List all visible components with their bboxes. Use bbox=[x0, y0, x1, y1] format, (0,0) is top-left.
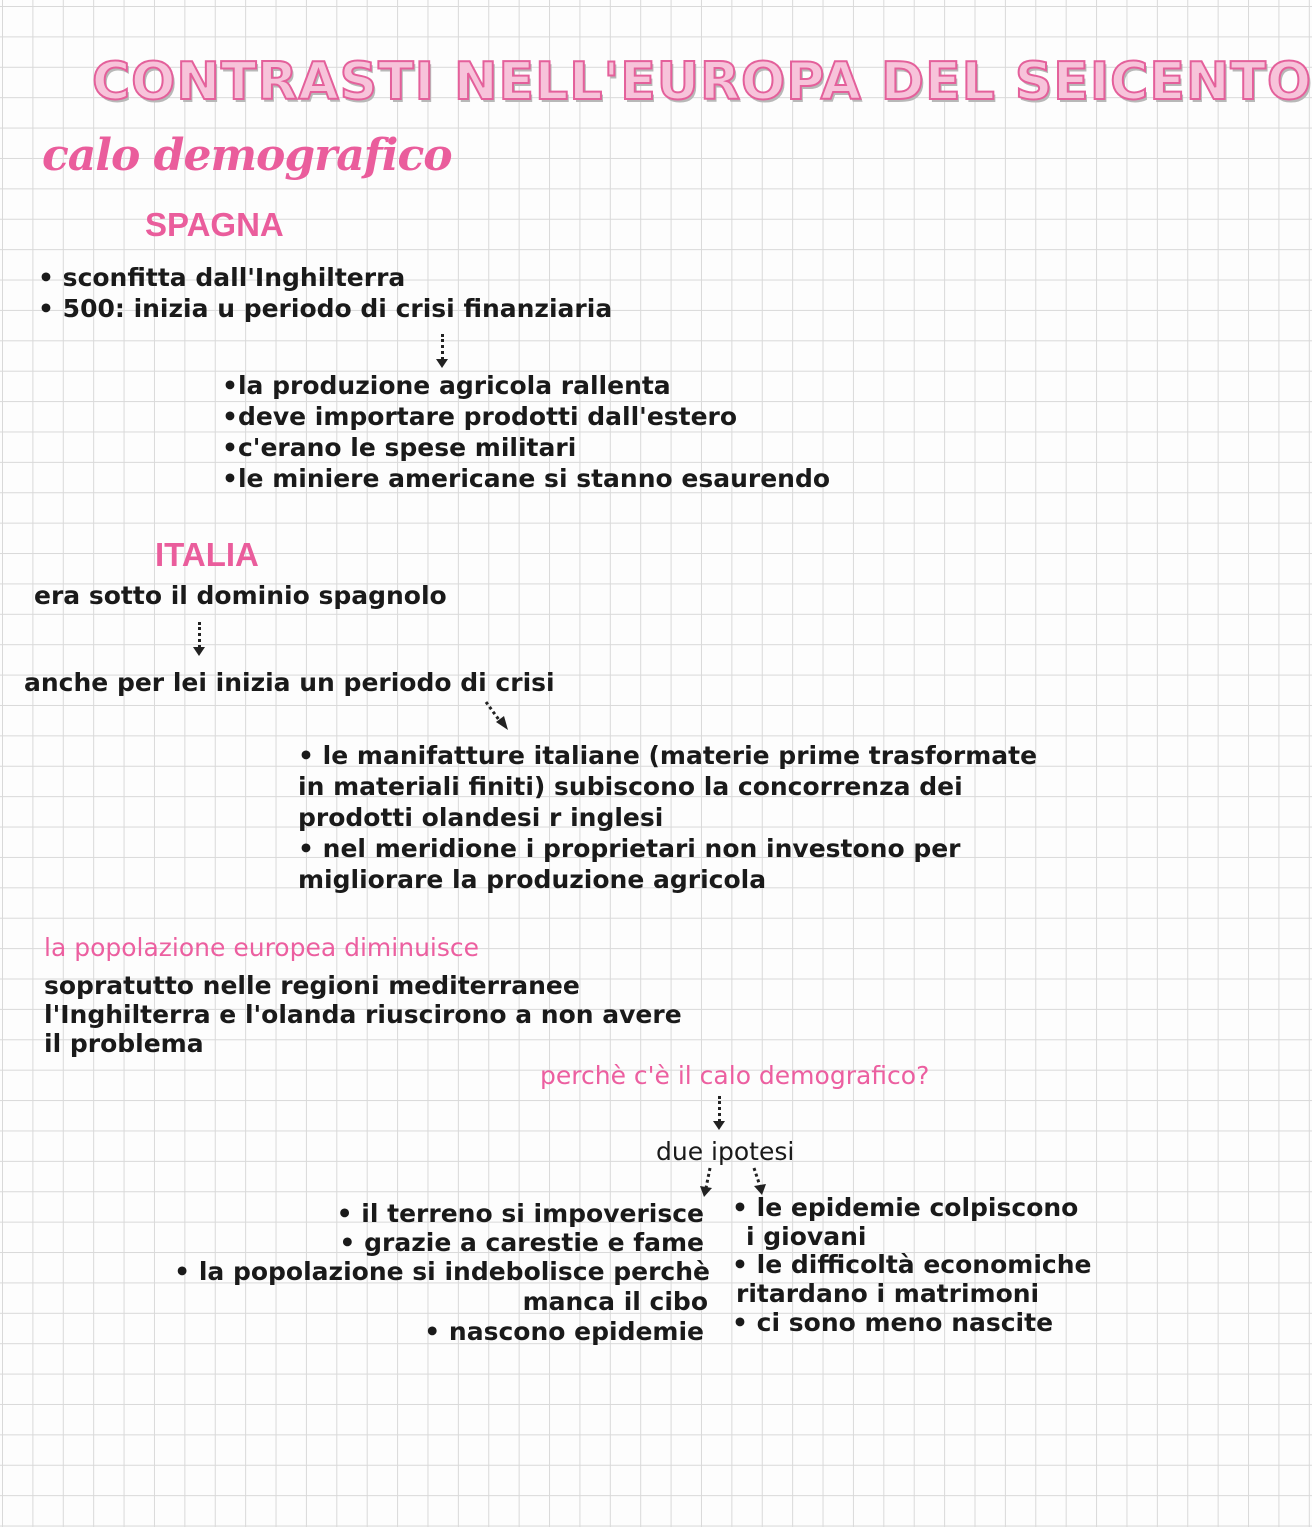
ipotesi-label: due ipotesi bbox=[656, 1137, 795, 1166]
popolazione-line-3: il problema bbox=[44, 1029, 204, 1058]
spagna-effect-2: •deve importare prodotti dall'estero bbox=[222, 402, 738, 431]
arrow-down-icon bbox=[718, 1096, 721, 1122]
spagna-point-2: • 500: inizia u periodo di crisi finanziaria bbox=[38, 294, 613, 323]
spagna-effect-3: •c'erano le spese militari bbox=[222, 433, 577, 462]
italia-effect-1: • le manifatture italiane (materie prime trasformate bbox=[298, 741, 1038, 770]
spagna-point-1: • sconfitta dall'Inghilterra bbox=[38, 263, 406, 292]
italia-crisis: anche per lei inizia un periodo di crisi bbox=[24, 668, 555, 697]
ipotesi-right-1: • le epidemie colpiscono bbox=[732, 1193, 1079, 1222]
spagna-effect-1: •la produzione agricola rallenta bbox=[222, 371, 671, 400]
italia-effect-4: • nel meridione i proprietari non investono per bbox=[298, 834, 961, 863]
popolazione-heading: la popolazione europea diminuisce bbox=[44, 933, 480, 962]
ipotesi-left-2: • grazie a carestie e fame bbox=[339, 1228, 704, 1257]
ipotesi-left-5: • nascono epidemie bbox=[424, 1317, 704, 1346]
arrow-down-icon bbox=[441, 334, 444, 360]
arrow-diagonal-icon bbox=[482, 700, 512, 734]
ipotesi-left-1: • il terreno si impoverisce bbox=[336, 1199, 704, 1228]
ipotesi-right-2: i giovani bbox=[746, 1222, 867, 1251]
spagna-effect-4: •le miniere americane si stanno esaurendo bbox=[222, 464, 831, 493]
popolazione-line-1: sopratutto nelle regioni mediterranee bbox=[44, 971, 580, 1000]
heading-italia: ITALIA bbox=[155, 536, 259, 573]
ipotesi-left-3: • la popolazione si indebolisce perchè bbox=[174, 1257, 710, 1286]
subtitle: calo demografico bbox=[42, 130, 452, 181]
page-title: CONTRASTI NELL'EUROPA DEL SEICENTO bbox=[92, 52, 1312, 112]
ipotesi-left-4: manca il cibo bbox=[522, 1287, 708, 1316]
heading-spagna: SPAGNA bbox=[145, 206, 284, 243]
ipotesi-right-3: • le difficoltà economiche bbox=[732, 1250, 1092, 1279]
italia-intro: era sotto il dominio spagnolo bbox=[34, 581, 447, 610]
ipotesi-right-5: • ci sono meno nascite bbox=[732, 1308, 1054, 1337]
italia-effect-3: prodotti olandesi r inglesi bbox=[298, 803, 664, 832]
italia-effect-2: in materiali finiti) subiscono la concorrenza dei bbox=[298, 772, 963, 801]
arrow-down-icon bbox=[198, 622, 201, 648]
italia-effect-5: migliorare la produzione agricola bbox=[298, 865, 767, 894]
popolazione-line-2: l'Inghilterra e l'olanda riuscirono a non avere bbox=[44, 1000, 682, 1029]
question: perchè c'è il calo demografico? bbox=[540, 1061, 930, 1090]
ipotesi-right-4: ritardano i matrimoni bbox=[736, 1279, 1040, 1308]
